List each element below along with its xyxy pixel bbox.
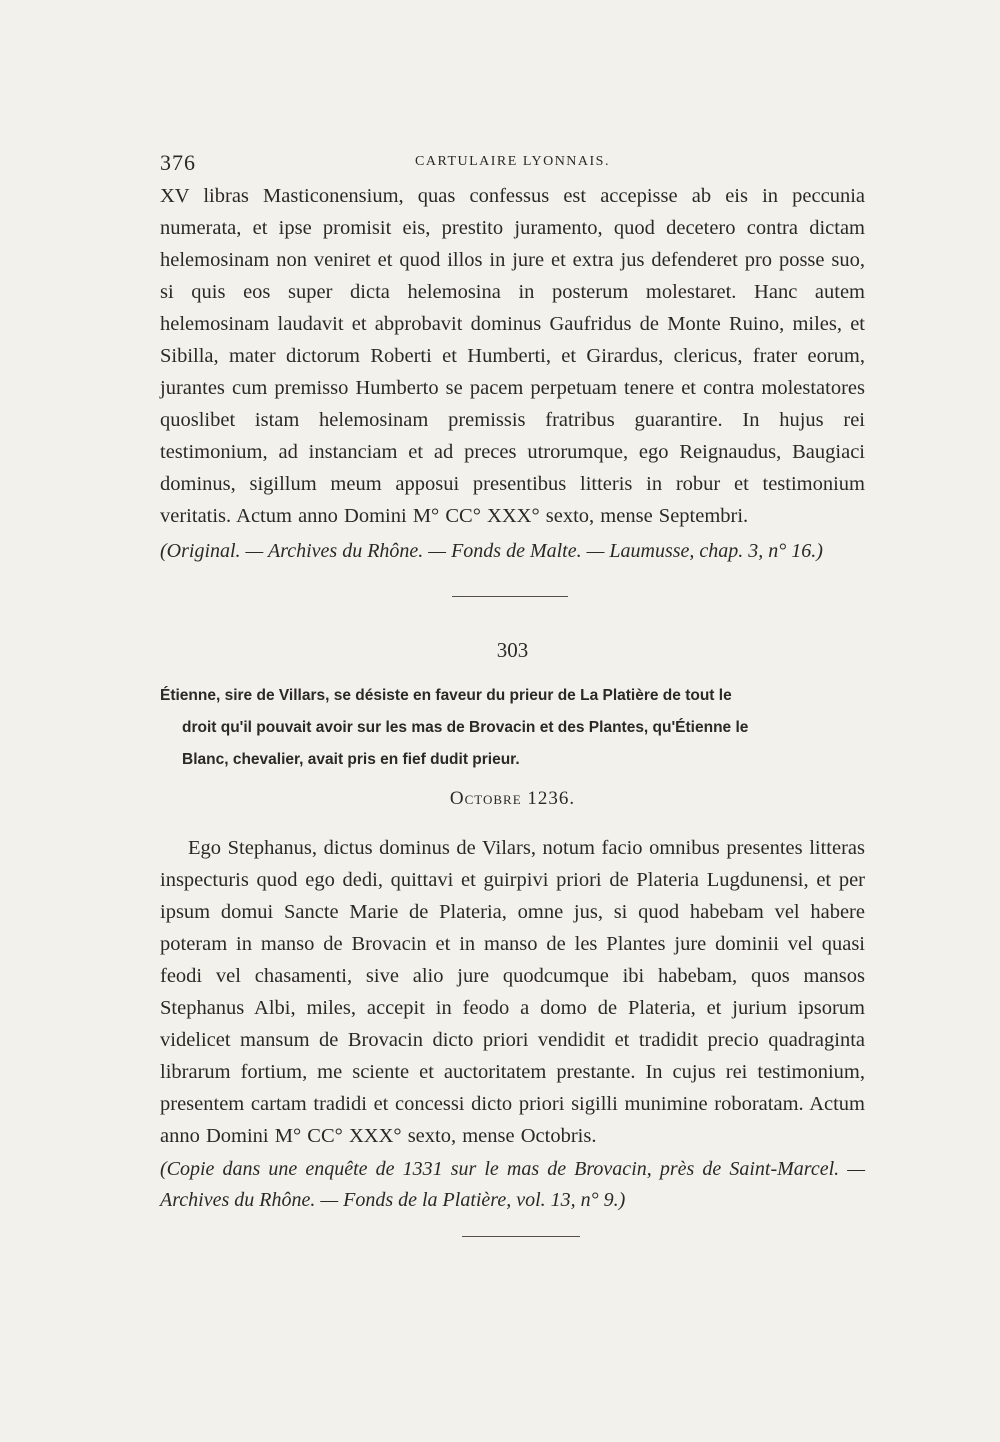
page-header	[160, 150, 865, 180]
section-divider	[462, 1236, 580, 1237]
summary-line: Étienne, sire de Villars, se désiste en faveur du prieur de La Platière de tout le	[160, 687, 732, 704]
charter-302-text	[160, 180, 865, 532]
charter-303-source: (Copie dans une enquête de 1331 sur le mas de Brovacin, près de Saint-Marcel. — Archives du Rhône. — Fonds de la Platière, vol. 13, n° 9.)	[160, 1158, 865, 1211]
charter-date: Octobre 1236.	[449, 788, 576, 809]
section-divider	[452, 596, 568, 597]
page-number: 376	[160, 150, 196, 175]
charter-303-text	[160, 832, 865, 1152]
charter-summary	[160, 680, 865, 776]
charter-number: 303	[496, 638, 529, 662]
charter-302-paragraph: XV libras Masticonensium, quas confessus est accepisse ab eis in peccunia numerata, et ipse promisit eis, prestito juramento, quod decetero contra dictam helemosinam non veniret et quod illos in jure et extra jus defenderet pro posse suo, si quis eos super dicta helemosina in posterum molestaret. Hanc autem helemosinam laudavit et abprobavit dominus Gaufridus de Monte Ruino, miles, et Sibilla, mater dictorum Roberti et Humberti, et Girardus, clericus, frater eorum, jurantes cum premisso Humberto se pacem perpetuam tenere et contra molestatores quoslibet istam helemosinam premissis fratribus guarantire. In hujus rei testimonium, ad instanciam et ad preces utrorumque, ego Reignaudus, Baugiaci dominus, sigillum meum apposui presentibus litteris in robur et testimonium veritatis. Actum anno Domini M° CC° XXX° sexto, mense Septembri.	[160, 185, 865, 527]
charter-303-paragraph: Ego Stephanus, dictus dominus de Vilars, notum facio omnibus presentes litteras inspecturis quod ego dedi, quittavi et guirpivi priori de Plateria Lugdunensi, et per ipsum domui Sancte Marie de Plateria, omne jus, si quod habebam vel habere poteram in manso de Brovacin et in manso de les Plantes jure dominii vel quasi feodi vel chasamenti, sive alio jure quodcumque ibi habebam, quos mansos Stephanus Albi, miles, accepit in feodo a domo de Plateria, et jurium ipsorum videlicet mansum de Brovacin dicto priori vendidit et tradidit precio quadraginta librarum fortium, me sciente et auctoritatem prestante. In cujus rei testimonium, presentem cartam tradidi et concessi dicto priori sigilli munimine roboratam. Actum anno Domini M° CC° XXX° sexto, mense Octobris.	[160, 837, 865, 1147]
running-title: CARTULAIRE LYONNAIS.	[415, 154, 610, 169]
charter-302-source: (Original. — Archives du Rhône. — Fonds de Malte. — Laumusse, chap. 3, n° 16.)	[160, 540, 823, 562]
summary-line: droit qu'il pouvait avoir sur les mas de Brovacin et des Plantes, qu'Étienne le	[182, 719, 749, 736]
summary-line: Blanc, chevalier, avait pris en fief dudit prieur.	[182, 751, 520, 768]
